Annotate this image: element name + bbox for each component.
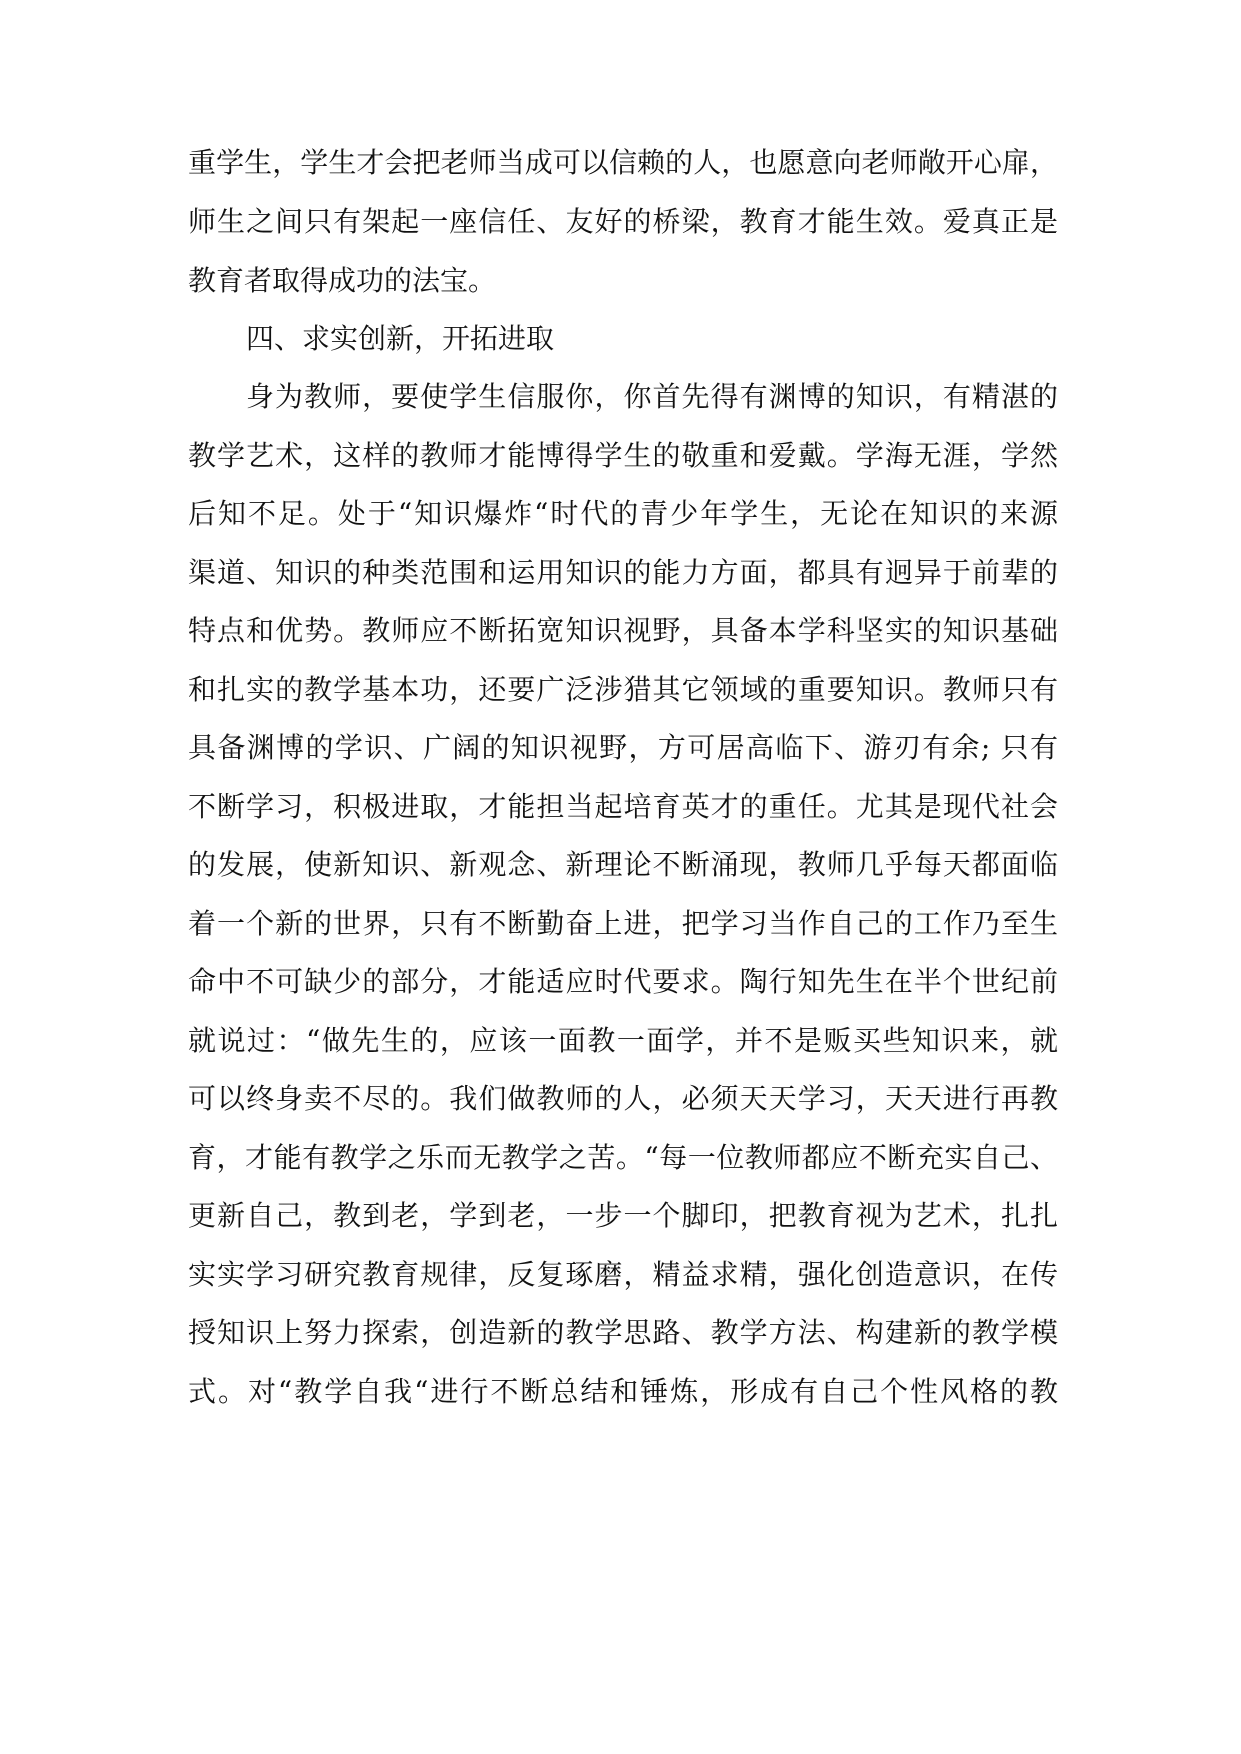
text-line: 实实学习研究教育规律，反复琢磨，精益求精，强化创造意识，在传 bbox=[188, 1258, 1058, 1291]
text-line: 特点和优势。教师应不断拓宽知识视野，具备本学科坚实的知识基础 bbox=[188, 614, 1058, 647]
text-line: 式。对“教学自我“进行不断总结和锤炼，形成有自己个性风格的教 bbox=[188, 1375, 1058, 1408]
text-line: 就说过：“做先生的，应该一面教一面学，并不是贩买些知识来，就 bbox=[188, 1024, 1058, 1057]
text-line: 身为教师，要使学生信服你，你首先得有渊博的知识，有精湛的 bbox=[246, 380, 1058, 413]
text-line: 后知不足。处于“知识爆炸“时代的青少年学生，无论在知识的来源 bbox=[188, 497, 1058, 530]
text-line: 教育者取得成功的法宝。 bbox=[188, 264, 497, 297]
text-line: 教学艺术，这样的教师才能博得学生的敬重和爱戴。学海无涯，学然 bbox=[188, 439, 1058, 472]
text-line: 和扎实的教学基本功，还要广泛涉猎其它领域的重要知识。教师只有 bbox=[188, 673, 1058, 706]
text-line: 渠道、知识的种类范围和运用知识的能力方面，都具有迥异于前辈的 bbox=[188, 556, 1058, 589]
text-line: 重学生，学生才会把老师当成可以信赖的人，也愿意向老师敞开心扉， bbox=[188, 146, 1058, 179]
text-line: 授知识上努力探索，创造新的教学思路、教学方法、构建新的教学模 bbox=[188, 1316, 1058, 1349]
text-line: 不断学习，积极进取，才能担当起培育英才的重任。尤其是现代社会 bbox=[188, 790, 1058, 823]
text-line: 师生之间只有架起一座信任、友好的桥梁，教育才能生效。爱真正是 bbox=[188, 205, 1058, 238]
text-line: 具备渊博的学识、广阔的知识视野，方可居高临下、游刃有余; 只有 bbox=[188, 731, 1058, 764]
text-line: 的发展，使新知识、新观念、新理论不断涌现，教师几乎每天都面临 bbox=[188, 848, 1058, 881]
text-line: 可以终身卖不尽的。我们做教师的人，必须天天学习，天天进行再教 bbox=[188, 1082, 1058, 1115]
text-line: 着一个新的世界，只有不断勤奋上进，把学习当作自己的工作乃至生 bbox=[188, 907, 1058, 940]
text-line: 更新自己，教到老，学到老，一步一个脚印，把教育视为艺术，扎扎 bbox=[188, 1199, 1058, 1232]
text-line: 命中不可缺少的部分，才能适应时代要求。陶行知先生在半个世纪前 bbox=[188, 965, 1058, 998]
section-heading: 四、求实创新，开拓进取 bbox=[246, 322, 555, 355]
text-line: 育，才能有教学之乐而无教学之苦。“每一位教师都应不断充实自己、 bbox=[188, 1141, 1058, 1174]
